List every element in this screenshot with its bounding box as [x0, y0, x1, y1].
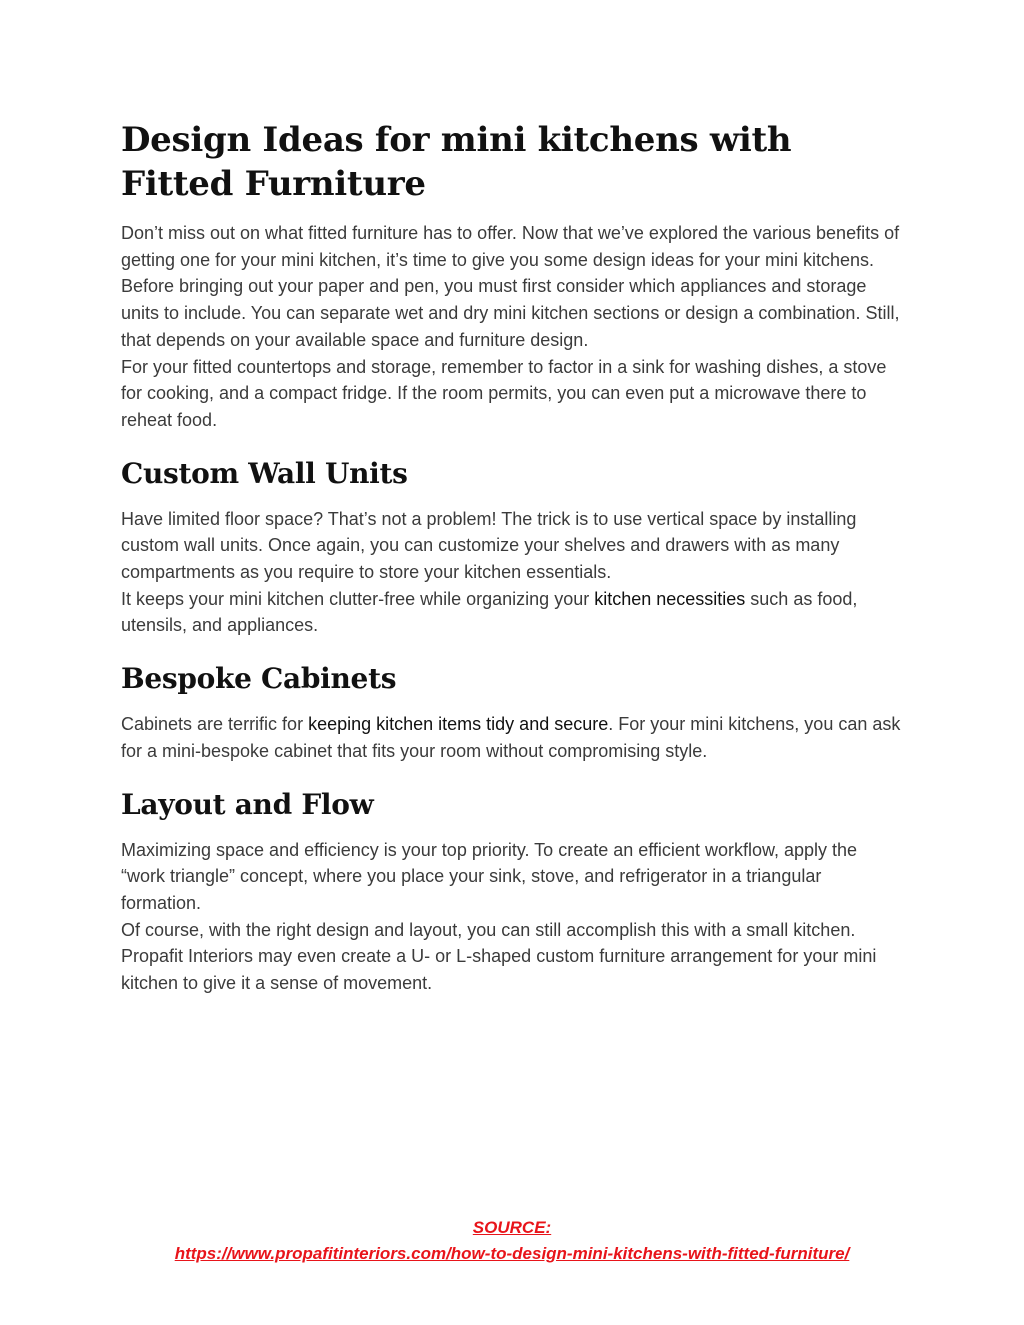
layout-flow-heading: Layout and Flow	[121, 787, 374, 821]
intro-paragraph-2: Before bringing out your paper and pen, you must first consider which appliances and storage units to include. You can separate wet and dry mini kitchen sections or design a combination. Still, that depends on your available space and furniture design.	[121, 276, 900, 350]
custom-wall-units-paragraph-1: Have limited floor space? That’s not a problem! The trick is to use vertical space by installing custom wall units. Once again, you can customize your shelves and drawers with as many compartments as you require to store your kitchen essentials.	[121, 508, 857, 583]
source-url-link[interactable]: https://www.propafitinteriors.com/how-to-design-mini-kitchens-with-fitted-furniture/	[174, 1244, 850, 1263]
page-title: Design Ideas for mini kitchens with Fitted Furniture	[121, 120, 792, 204]
layout-flow-paragraph-2: Of course, with the right design and layout, you can still accomplish this with a small kitchen. Propafit Interiors may even create a U- or L-shaped custom furniture arrangement for your mini kitchen to give it a sense of movement.	[121, 919, 877, 994]
custom-wall-units-heading: Custom Wall Units	[121, 456, 408, 490]
bespoke-cabinets-section	[121, 711, 906, 764]
custom-wall-units-paragraph-2	[121, 586, 906, 639]
intro-paragraph-1: Don’t miss out on what fitted furniture has to offer. Now that we’ve explored the various benefits of getting one for your mini kitchen, it’s time to give you some design ideas for your mini kitchens.	[121, 223, 900, 270]
intro-paragraph-3: For your fitted countertops and storage, remember to factor in a sink for washing dishes, a stove for cooking, and a compact fridge. If the room permits, you can even put a microwave there to reheat food.	[121, 356, 887, 430]
bespoke-cabinets-paragraph	[121, 711, 906, 764]
bespoke-cabinets-text-after-link: . For your mini kitchens, you can ask for a mini-bespoke cabinet that fits your room without compromising style.	[121, 714, 901, 761]
keeping-kitchen-items-tidy-link[interactable]: keeping kitchen items tidy and secure	[308, 714, 609, 735]
article	[121, 118, 906, 997]
intro-section	[121, 220, 906, 434]
custom-wall-units-text-after-link: such as food, utensils, and appliances.	[121, 588, 858, 636]
bespoke-cabinets-text-before-link: Cabinets are terrific for	[121, 714, 309, 735]
kitchen-necessities-link[interactable]: kitchen necessities	[594, 588, 746, 609]
source-footer	[0, 1215, 1024, 1267]
source-label: SOURCE:	[472, 1218, 552, 1237]
custom-wall-units-section	[121, 506, 906, 640]
layout-flow-paragraph-1: Maximizing space and efficiency is your top priority. To create an efficient workflow, apply the “work triangle” concept, where you place your sink, stove, and refrigerator in a triangular formation.	[121, 839, 858, 913]
custom-wall-units-text-before-link: It keeps your mini kitchen clutter-free while organizing your	[121, 588, 595, 609]
bespoke-cabinets-heading: Bespoke Cabinets	[121, 662, 397, 696]
layout-flow-section	[121, 837, 906, 997]
